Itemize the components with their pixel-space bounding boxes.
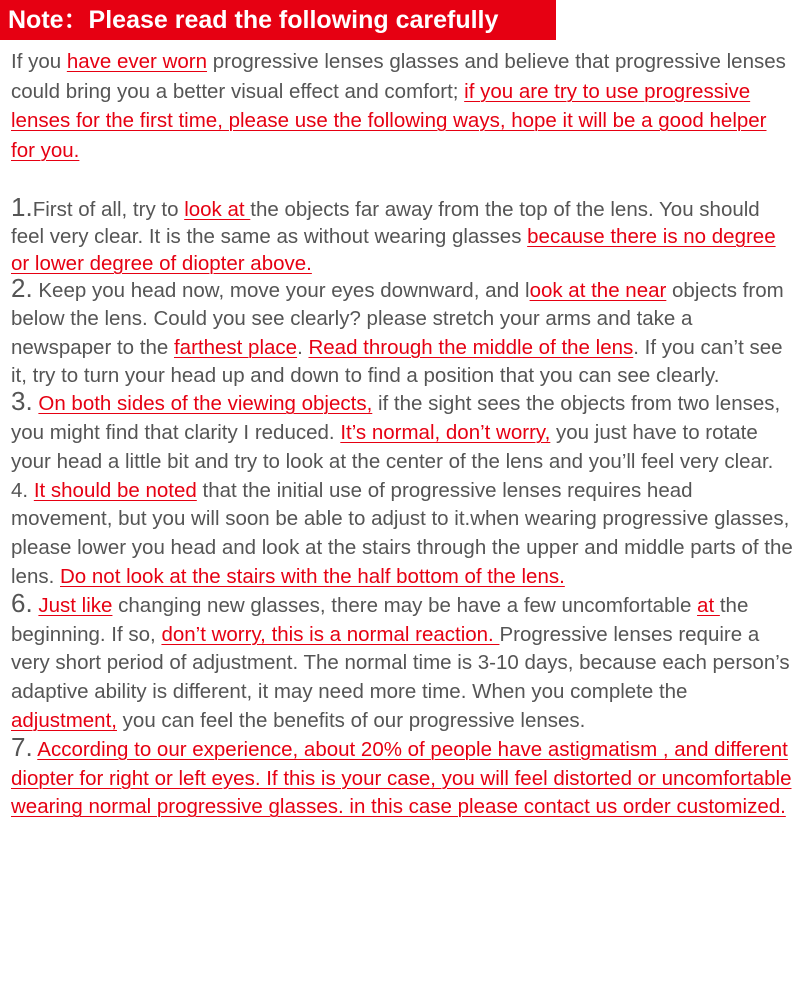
step-2-text-2: objects from below the lens. Could you see clearly? please stretch your arms and take a newspaper to the bbox=[11, 279, 784, 359]
step-3-highlight-1: On both sides of the viewing objects, bbox=[38, 392, 373, 416]
step-2-highlight-2: farthest place bbox=[173, 335, 298, 359]
step-1-highlight-2: because there is no degree or lower degree of diopter above. bbox=[11, 225, 776, 275]
instructions-body bbox=[11, 47, 796, 822]
intro-highlight-2: if you are try to use progressive lenses for the first time, please use the following ways, hope it will be a good helper for you. bbox=[11, 79, 767, 162]
step-7-highlight-1: According to our experience, about 20% of people have astigmatism , and different diopter for right or left eyes. If this is your case, you will feel distorted or uncomfortable wearing normal progressive glasses. in this case please contact us order customized. bbox=[11, 737, 792, 819]
step-1-number: 1. bbox=[11, 192, 33, 222]
step-4-text-2: that the initial use of progressive lenses requires head movement, but you will soon be able to adjust to it.when wearing progressive glasses, please lower you head and look at the stairs through the upper and middle parts of the lens. bbox=[11, 478, 793, 588]
step-1-text-1: First of all, try to bbox=[32, 198, 185, 221]
step-1-highlight-1: look at bbox=[184, 198, 251, 221]
step-6-text-3: the beginning. If so, bbox=[11, 593, 749, 646]
step-3-paragraph bbox=[11, 386, 796, 476]
step-2-highlight-1: ook at the near bbox=[529, 279, 667, 302]
note-title: Note：Please read the following carefully bbox=[8, 6, 499, 34]
intro-highlight-1: have ever worn bbox=[66, 50, 208, 73]
step-3-text-2: if the sight sees the objects from two lenses, you might find that clarity I reduced. bbox=[11, 392, 781, 444]
step-6-highlight-4: adjustment, bbox=[11, 708, 117, 732]
step-2-text-4: . If you can’t see it, try to turn your head up and down to find a position that you can see clearly. bbox=[11, 335, 783, 387]
intro-text-1: If you bbox=[11, 50, 67, 73]
step-2-text-3: . bbox=[297, 335, 309, 359]
step-1-paragraph bbox=[11, 192, 796, 277]
step-4-highlight-2: Do not look at the stairs with the half bottom of the lens. bbox=[60, 564, 565, 588]
step-2-highlight-3: Read through the middle of the lens bbox=[308, 335, 634, 359]
intro-paragraph bbox=[11, 47, 796, 165]
step-2-number: 2. bbox=[11, 273, 33, 303]
step-6-highlight-2: at bbox=[697, 593, 720, 617]
step-6-highlight-3: don’t worry, this is a normal reaction. bbox=[161, 622, 500, 646]
step-4-paragraph bbox=[11, 477, 796, 592]
step-6-text-2: changing new glasses, there may be have a few uncomfortable bbox=[112, 593, 698, 617]
step-7-paragraph bbox=[11, 731, 796, 822]
step-3-text-3: you just have to rotate your head a little bit and try to look at the center of the lens and you’ll feel very clear. bbox=[11, 420, 774, 473]
step-6-text-5: you can feel the benefits of our progressive lenses. bbox=[116, 708, 586, 732]
step-6-number: 6. bbox=[11, 587, 33, 618]
step-6-highlight-1: Just like bbox=[38, 593, 113, 617]
step-6-text-4: Progressive lenses require a very short period of adjustment. The normal time is 3-10 days, because each person’s adaptive ability is different, it may need more time. When you complete the bbox=[11, 622, 790, 704]
step-2-paragraph bbox=[11, 273, 796, 390]
note-banner bbox=[0, 0, 556, 40]
step-7-number: 7. bbox=[11, 731, 33, 762]
step-3-highlight-2: It’s normal, don’t worry, bbox=[340, 420, 551, 444]
step-3-number: 3. bbox=[11, 386, 33, 417]
step-4-number: 4. bbox=[11, 478, 29, 502]
step-2-text-1: Keep you head now, move your eyes downward, and l bbox=[32, 279, 530, 302]
step-6-paragraph bbox=[11, 587, 796, 736]
step-1-text-2: the objects far away from the top of the lens. You should feel very clear. It is the same as without wearing glasses bbox=[11, 198, 760, 248]
step-4-highlight-1: It should be noted bbox=[33, 478, 197, 502]
intro-text-2: progressive lenses glasses and believe that progressive lenses could bring you a better visual effect and comfort; bbox=[11, 50, 786, 103]
